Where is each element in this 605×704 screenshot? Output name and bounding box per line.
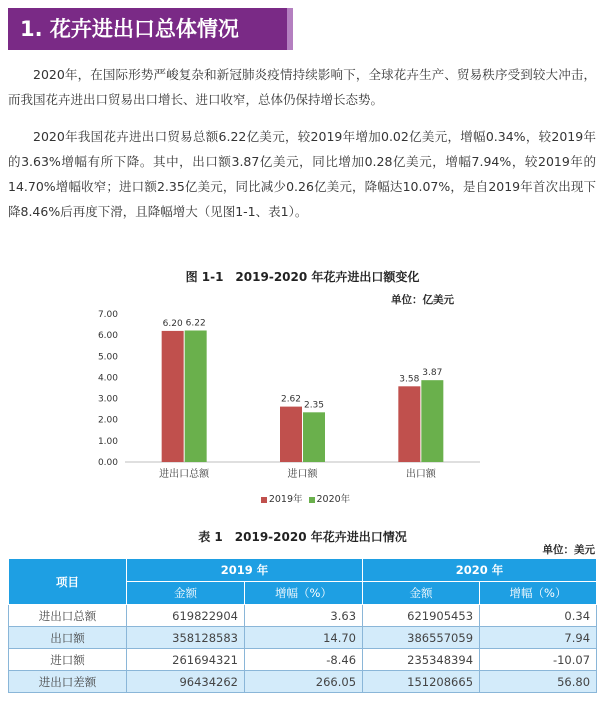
data-label: 2.62 (280, 394, 302, 405)
cell-growth-2020: -10.07 (480, 649, 597, 671)
row-name: 出口额 (9, 627, 127, 649)
legend-swatch-2019 (261, 497, 267, 503)
y-tick-label: 0.00 (97, 458, 118, 468)
table-row (9, 649, 597, 671)
header-item: 项目 (9, 559, 127, 605)
data-label: 3.87 (422, 368, 443, 379)
cell-amount-2020: 386557059 (363, 627, 480, 649)
y-tick-label: 6.00 (97, 331, 118, 342)
cell-growth-2020: 56.80 (480, 671, 597, 693)
table-row (9, 671, 597, 693)
data-label: 6.20 (162, 318, 183, 329)
data-label: 2.35 (303, 400, 325, 411)
bar (280, 407, 302, 462)
bar (185, 330, 207, 462)
cell-amount-2020: 151208665 (363, 671, 480, 693)
cell-amount-2019: 358128583 (127, 627, 245, 649)
table-unit: 单位：美元 (542, 544, 595, 556)
paragraph-detail: 2020年我国花卉进出口贸易总额6.22亿美元，较2019年增加0.02亿美元，增幅0.34%，较2019年的3.63%增幅有所下降。其中，出口额3.87亿美元，同比增加0.28亿美元，增幅7.94%，较2019年的14.70%增幅收窄；进口额2.35亿美元，同比减少0.26亿美元，降幅达10.07%，是自2019年首次出现下降8.46%后再度下滑，且降幅增大（见图1-1、表1）。 (8, 129, 596, 219)
header-2020: 2020 年 (363, 559, 597, 582)
bar (421, 380, 443, 462)
row-name: 进出口总额 (9, 605, 127, 627)
row-name: 进出口差额 (9, 671, 127, 693)
legend-label-2019: 2019年 (268, 494, 303, 505)
header-2019: 2019 年 (127, 559, 363, 582)
cell-amount-2020: 621905453 (363, 605, 480, 627)
y-tick-label: 2.00 (97, 415, 118, 426)
bar (398, 386, 420, 462)
cell-growth-2020: 0.34 (480, 605, 597, 627)
cell-amount-2019: 261694321 (127, 649, 245, 671)
data-label: 6.22 (185, 318, 206, 329)
y-tick-label: 1.00 (97, 436, 118, 447)
table-row (9, 627, 597, 649)
trade-table (8, 558, 597, 693)
header-growth-2019: 增幅（%） (245, 582, 363, 605)
y-tick-label: 7.00 (97, 310, 118, 320)
bar-chart (80, 300, 500, 485)
cell-growth-2019: -8.46 (245, 649, 363, 671)
legend-swatch-2020 (309, 497, 315, 503)
cell-growth-2019: 3.63 (245, 605, 363, 627)
y-tick-label: 4.00 (97, 373, 118, 384)
cell-amount-2019: 96434262 (127, 671, 245, 693)
chart-legend (0, 491, 605, 505)
y-tick-label: 3.00 (97, 394, 118, 405)
y-tick-label: 5.00 (97, 352, 118, 363)
cell-growth-2020: 7.94 (480, 627, 597, 649)
figure-title: 图 1-1 2019-2020 年花卉进出口额变化 (185, 270, 420, 284)
section-title: 1. 花卉进出口总体情况 (20, 17, 239, 41)
table-title: 表 1 2019-2020 年花卉进出口情况 (198, 530, 407, 544)
paragraph-intro: 2020年，在国际形势严峻复杂和新冠肺炎疫情持续影响下，全球花卉生产、贸易秩序受到较大冲击，而我国花卉进出口贸易出口增长、进口收窄，总体仍保持增长态势。 (8, 67, 596, 107)
header-growth-2020: 增幅（%） (480, 582, 597, 605)
header-amount-2019: 金额 (127, 582, 245, 605)
bar (162, 331, 184, 462)
x-category-label: 出口额 (405, 469, 436, 480)
section-header (8, 8, 293, 50)
cell-growth-2019: 14.70 (245, 627, 363, 649)
x-category-label: 进口额 (287, 469, 318, 480)
bar (303, 412, 325, 462)
header-amount-2020: 金额 (363, 582, 480, 605)
x-category-label: 进出口总额 (159, 469, 210, 480)
legend-label-2020: 2020年 (316, 494, 351, 505)
cell-amount-2019: 619822904 (127, 605, 245, 627)
table-row (9, 605, 597, 627)
cell-amount-2020: 235348394 (363, 649, 480, 671)
cell-growth-2019: 266.05 (245, 671, 363, 693)
figure-unit: 单位：亿美元 (391, 294, 454, 306)
data-label: 3.58 (399, 374, 420, 385)
row-name: 进口额 (9, 649, 127, 671)
